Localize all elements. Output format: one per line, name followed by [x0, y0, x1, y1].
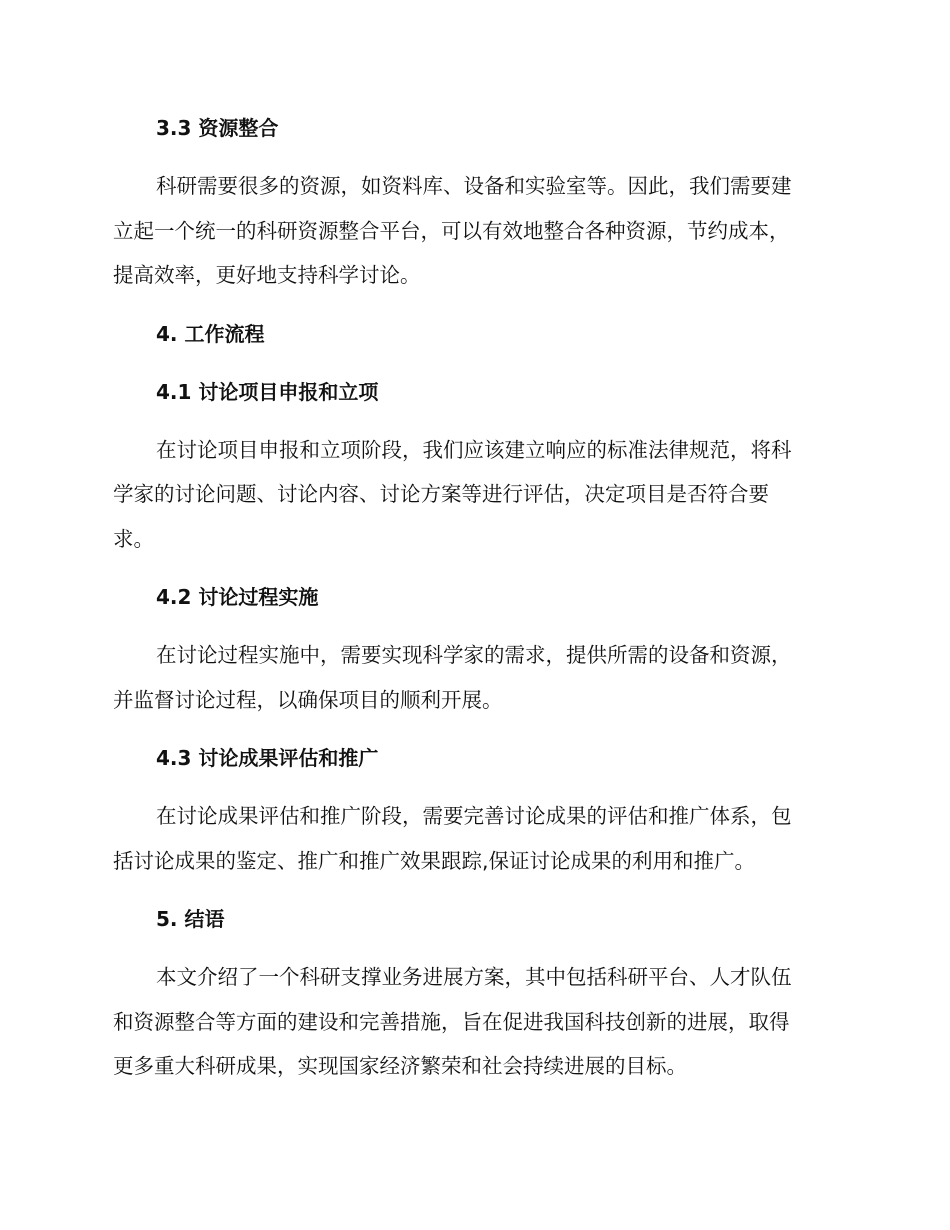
- paragraph-line: 本文介绍了一个科研支撑业务进展方案，其中包括科研平台、人才队伍: [156, 965, 792, 989]
- section-heading-4-3: 4.3 讨论成果评估和推广: [156, 746, 379, 770]
- section-4-3-paragraph: [113, 794, 833, 883]
- section-heading-5: 5. 结语: [156, 907, 225, 931]
- paragraph-line: 科研需要很多的资源，如资料库、设备和实验室等。因此，我们需要建: [156, 174, 792, 198]
- section-3-3-paragraph: [113, 164, 833, 298]
- paragraph-line: 和资源整合等方面的建设和完善措施，旨在促进我国科技创新的进展，取得: [113, 1009, 790, 1034]
- paragraph-line: 学家的讨论问题、讨论内容、讨论方案等进行评估，决定项目是否符合要: [113, 482, 769, 506]
- paragraph-line: 提高效率，更好地支持科学讨论。: [113, 263, 421, 287]
- paragraph-line: 在讨论项目申报和立项阶段，我们应该建立响应的标准法律规范，将科: [156, 437, 792, 462]
- section-heading-4-2: 4.2 讨论过程实施: [156, 585, 319, 609]
- paragraph-line: 求。: [113, 526, 154, 551]
- section-heading-4: 4. 工作流程: [156, 321, 265, 346]
- paragraph-line: 在讨论成果评估和推广阶段，需要完善讨论成果的评估和推广体系，包: [156, 804, 792, 828]
- paragraph-line: 在讨论过程实施中，需要实现科学家的需求，提供所需的设备和资源，: [156, 643, 792, 667]
- paragraph-line: 括讨论成果的鉴定、推广和推广效果跟踪,保证讨论成果的利用和推广。: [113, 848, 756, 873]
- section-5-paragraph: [113, 955, 833, 1089]
- paragraph-line: 并监督讨论过程，以确保项目的顺利开展。: [113, 687, 503, 712]
- section-4-2-paragraph: [113, 633, 833, 722]
- document-page: [113, 106, 833, 1103]
- section-4-1-paragraph: [113, 428, 833, 562]
- section-heading-4-1: 4.1 讨论项目申报和立项: [156, 379, 379, 404]
- paragraph-line: 立起一个统一的科研资源整合平台，可以有效地整合各种资源，节约成本，: [113, 218, 790, 243]
- section-heading-3-3: 3.3 资源整合: [156, 116, 279, 140]
- paragraph-line: 更多重大科研成果，实现国家经济繁荣和社会持续进展的目标。: [113, 1054, 687, 1078]
